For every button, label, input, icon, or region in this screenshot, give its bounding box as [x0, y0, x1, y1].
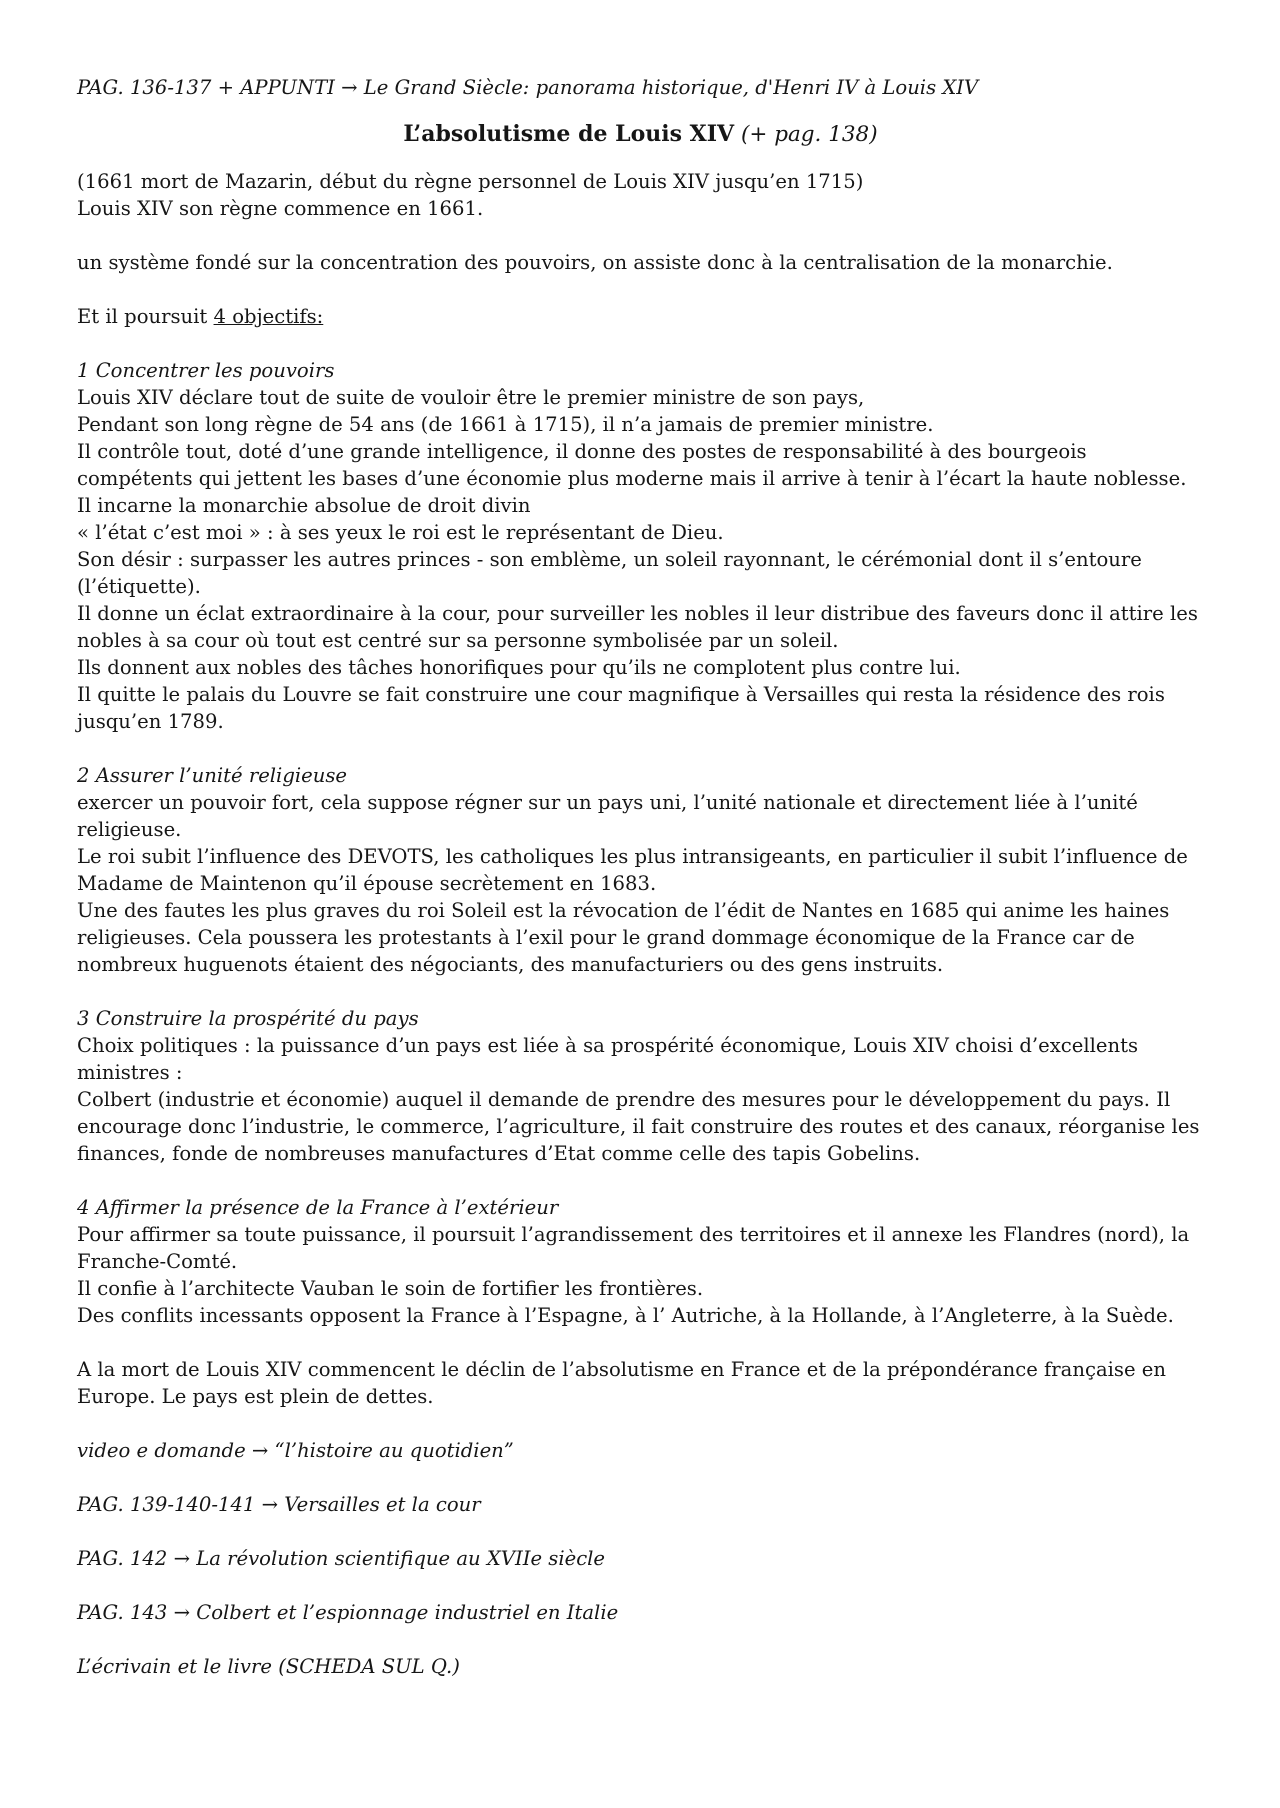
objectives-underlined: 4 objectifs:	[213, 305, 324, 328]
section-line: Des conflits incessants opposent la France à l’Espagne, à l’ Autriche, à la Hollande, à l’Angleterre, à la Suède.	[77, 1304, 1174, 1327]
reference-line: PAG. 139-140-141 → Versailles et la cour	[77, 1493, 481, 1516]
reference-line: PAG. 143 → Colbert et l’espionnage industriel en Italie	[77, 1601, 619, 1624]
section-line: Il quitte le palais du Louvre se fait construire une cour magnifique à Versailles qui resta la résidence des rois jusqu’en 1789.	[77, 683, 1165, 733]
conclusion-paragraph: A la mort de Louis XIV commencent le déclin de l’absolutisme en France et de la prépondérance française en Europe. Le pays est plein de dettes.	[77, 1358, 1166, 1408]
reference-line: L’écrivain et le livre (SCHEDA SUL Q.)	[77, 1655, 460, 1678]
objectives-paragraph	[77, 303, 1204, 330]
section-line: Son désir : surpasser les autres princes - son emblème, un soleil rayonnant, le cérémonial dont il s’entoure (l’étiquette).	[77, 548, 1142, 598]
page-reference-header: PAG. 136-137 + APPUNTI → Le Grand Siècle: panorama historique, d'Henri IV à Louis XIV	[77, 76, 979, 99]
intro-line: (1661 mort de Mazarin, début du règne personnel de Louis XIV jusqu’en 1715)	[77, 170, 864, 193]
section-line: Il donne un éclat extraordinaire à la cour, pour surveiller les nobles il leur distribue des faveurs donc il attire les nobles à sa cour où tout est centré sur sa personne symbolisée par un soleil.	[77, 602, 1198, 652]
reference-line: video e domande → “l’histoire au quotidien”	[77, 1439, 514, 1462]
section-line: Choix politiques : la puissance d’un pays est liée à sa prospérité économique, Louis XIV choisi d’excellents ministres :	[77, 1034, 1139, 1084]
reference-line: PAG. 142 → La révolution scientifique au XVIIe siècle	[77, 1547, 606, 1570]
section-1	[77, 357, 1204, 735]
section-3	[77, 1005, 1204, 1167]
intro-paragraph	[77, 168, 1204, 222]
section-heading: 4 Affirmer la présence de la France à l’extérieur	[77, 1196, 559, 1219]
section-heading: 3 Construire la prospérité du pays	[77, 1007, 419, 1030]
section-line: Ils donnent aux nobles des tâches honorifiques pour qu’ils ne complotent plus contre lui.	[77, 656, 961, 679]
section-4	[77, 1194, 1204, 1329]
section-line: Colbert (industrie et économie) auquel il demande de prendre des mesures pour le développement du pays. Il encourage donc l’industrie, le commerce, l’agriculture, il fait construire des routes et des canaux, réorganise les finances, fonde de nombreuses manufactures d’Etat comme celle des tapis Gobelins.	[77, 1088, 1200, 1165]
system-paragraph: un système fondé sur la concentration des pouvoirs, on assiste donc à la centralisation de la monarchie.	[77, 251, 1113, 274]
section-line: « l’état c’est moi » : à ses yeux le roi est le représentant de Dieu.	[77, 521, 724, 544]
section-line: Pour affirmer sa toute puissance, il poursuit l’agrandissement des territoires et il annexe les Flandres (nord), la Franche-Comté.	[77, 1223, 1190, 1273]
section-line: exercer un pouvoir fort, cela suppose régner sur un pays uni, l’unité nationale et directement liée à l’unité religieuse.	[77, 791, 1138, 841]
section-line: Pendant son long règne de 54 ans (de 1661 à 1715), il n’a jamais de premier ministre.	[77, 413, 934, 436]
section-line: Louis XIV déclare tout de suite de vouloir être le premier ministre de son pays,	[77, 386, 865, 409]
section-line: Il incarne la monarchie absolue de droit divin	[77, 494, 531, 517]
page-title	[77, 121, 1204, 148]
section-2	[77, 762, 1204, 978]
title-page-ref: (+ pag. 138)	[740, 122, 878, 147]
objectives-prefix: Et il poursuit	[77, 305, 214, 328]
section-heading: 2 Assurer l’unité religieuse	[77, 764, 347, 787]
title-main: L’absolutisme de Louis XIV	[403, 121, 735, 147]
section-line: Le roi subit l’influence des DEVOTS, les catholiques les plus intransigeants, en particulier il subit l’influence de Madame de Maintenon qu’il épouse secrètement en 1683.	[77, 845, 1188, 895]
section-line: Il contrôle tout, doté d’une grande intelligence, il donne des postes de responsabilité à des bourgeois compétents qui jettent les bases d’une économie plus moderne mais il arrive à tenir à l’écart la haute noblesse.	[77, 440, 1187, 490]
section-line: Il confie à l’architecte Vauban le soin de fortifier les frontières.	[77, 1277, 704, 1300]
intro-line: Louis XIV son règne commence en 1661.	[77, 197, 484, 220]
section-line: Une des fautes les plus graves du roi Soleil est la révocation de l’édit de Nantes en 1685 qui anime les haines religieuses. Cela poussera les protestants à l’exil pour le grand dommage économique de la France car de nombreux huguenots étaient des négociants, des manufacturiers ou des gens instruits.	[77, 899, 1170, 976]
section-heading: 1 Concentrer les pouvoirs	[77, 359, 335, 382]
